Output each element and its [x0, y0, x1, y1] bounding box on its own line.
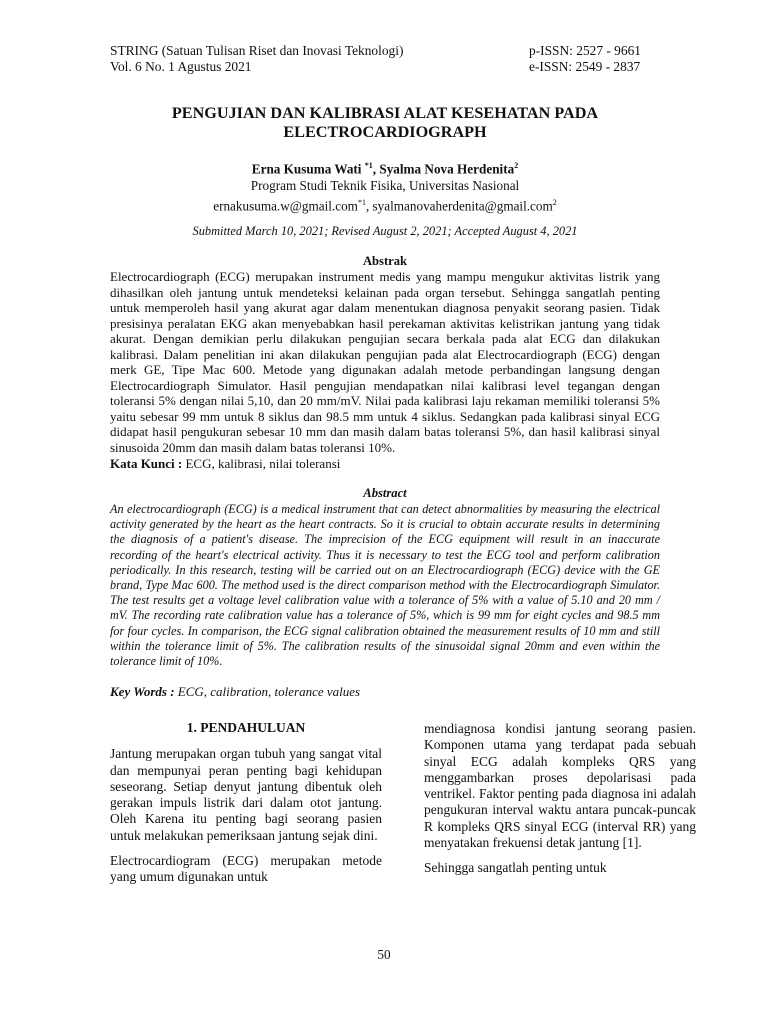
author-2: Syalma Nova Herdenita [379, 161, 515, 177]
section-heading-pendahuluan: 1. PENDAHULUAN [186, 720, 306, 735]
kata-kunci-value: ECG, kalibrasi, nilai toleransi [182, 456, 341, 471]
author-1: Erna Kusuma Wati [251, 161, 362, 177]
key-words [110, 684, 660, 700]
authors-block [110, 157, 660, 215]
author-names: Erna Kusuma Wati $^{*1}$, Syalma Nova Herdenita$^2$ [251, 161, 519, 177]
left-paragraph-2: Electrocardiogram (ECG) merupakan metode yang umum digunakan untuk [110, 853, 382, 885]
title-line-1: PENGUJIAN DAN KALIBRASI ALAT KESEHATAN PADA [171, 104, 599, 122]
kata-kunci [110, 456, 660, 472]
right-paragraph-2: Sehingga sangatlah penting untuk [424, 860, 607, 876]
p-issn: p-ISSN: 2527 - 9661 [529, 43, 641, 58]
page-number: 50 [377, 947, 391, 962]
left-column [110, 720, 382, 895]
submission-dates: Submitted March 10, 2021; Revised August 2, 2021; Accepted August 4, 2021 [192, 224, 578, 238]
paper-title [110, 104, 660, 142]
title-line-2: ELECTROCARDIOGRAPH [283, 123, 487, 141]
abstrak-heading: Abstrak [362, 254, 408, 268]
right-paragraph-1: mendiagnosa kondisi jantung seorang pasien. Komponen utama yang terdapat pada sebuah sinyal ECG adalah kompleks QRS yang menggambarkan proses depolarisasi pada ventrikel. Faktor penting pada diagnosa ini adalah pengukuran interval waktu antara puncak-puncak R kompleks QRS sinyal ECG (interval RR) yang menyatakan frekuensi detak jantung [1]. [424, 721, 696, 851]
affiliation: Program Studi Teknik Fisika, Universitas Nasional [250, 178, 520, 194]
key-words-value: ECG, calibration, tolerance values [174, 684, 361, 699]
journal-header [110, 43, 660, 75]
journal-volume: Vol. 6 No. 1 Agustus 2021 [110, 59, 252, 74]
e-issn: e-ISSN: 2549 - 2837 [529, 59, 641, 74]
kata-kunci-label: Kata Kunci : [110, 456, 183, 471]
email-1[interactable]: ernakusuma.w@gmail.com [213, 198, 358, 214]
journal-name: STRING (Satuan Tulisan Riset dan Inovasi Teknologi) [110, 43, 404, 58]
left-paragraph-1: Jantung merupakan organ tubuh yang sangat vital dan mempunyai peran penting bagi kehidupan seseorang. Setiap denyut jantung dibentuk oleh gerakan impuls listrik dari dalam otot jantung. Oleh Karena itu penting bagi seorang pasien untuk melakukan pemeriksaan jantung sejak dini. [110, 746, 382, 843]
key-words-label: Key Words : [110, 684, 175, 699]
abstract-heading: Abstract [363, 486, 407, 500]
abstract-text: An electrocardiograph (ECG) is a medical instrument that can detect abnormalities by measuring the electrical activity generated by the heart as the heart contracts. So it is crucial to obtain accurate results in determining the diagnosis of a patient's disease. The imprecision of the ECG equipment will result in an inaccurate recording of the heart's electrical activity. Thus it is necessary to test the ECG tool and perform calibration periodically. In this research, testing will be carried out on an Electrocardiograph (ECG) device with the GE brand, Type Mac 600. The method used is the direct comparison method with the Electrocardiograph Simulator. The test results get a voltage level calibration value with a tolerance of 5% with a value of 5.10 and 20 mm / mV. The recording rate calibration value has a tolerance of 5%, which is 99 mm for eight cycles and 98.5 mm for four cycles. In comparison, the ECG signal calibration obtained the measurement results of 10 mm and still within the tolerance limit of 5%. The calibration results of the sinusoidal signal 20mm and even within the tolerance limit of 10%. [110, 502, 660, 669]
author-emails: ernakusuma.w@gmail.com$^{*1}$, syalmanovaherdenita@gmail.com$^2$ [213, 198, 557, 214]
abstrak-text: Electrocardiograph (ECG) merupakan instrument medis yang mampu mengukur aktivitas listrik yang dihasilkan oleh jantung untuk mendeteksi kelainan pada organ tersebut. Sehingga sangatlah penting untuk memperoleh hasil yang akurat agar dalam menentukan diagnosa penyakit seorang pasien. Tidak presisinya peralatan EKG akan menyebabkan hasil perekaman aktivitas kelistrikan jantung yang tidak akurat. Dengan demikian perlu dilakukan pengujian secara berkala pada alat ECG dan dilakukan kalibrasi. Dalam penelitian ini akan dilakukan pengujian pada alat Electrocardiograph (ECG) dengan merk GE, Tipe Mac 600. Metode yang digunakan adalah metode perbandingan langsung dengan Electrocardiograph Simulator. Hasil pengujian mendapatkan nilai kalibrasi level tegangan dengan toleransi 5% dengan nilai 5,10, dan 20 mm/mV. Nilai pada kalibrasi laju rekaman memiliki toleransi 5% yaitu sebesar 99 mm untuk 8 siklus dan 98.5 mm untuk 4 siklus. Sedangkan pada kalibrasi sinyal ECG didapat hasil pengukuran sebesar 10 mm dan masih dalam batas toleransi 5%, dan hasil kalibrasi sinyal sinusoida 20mm dan masih dalam batas toleransi 10%. [110, 269, 660, 455]
email-2[interactable]: syalmanovaherdenita@gmail.com [372, 198, 553, 214]
right-column [424, 721, 696, 886]
